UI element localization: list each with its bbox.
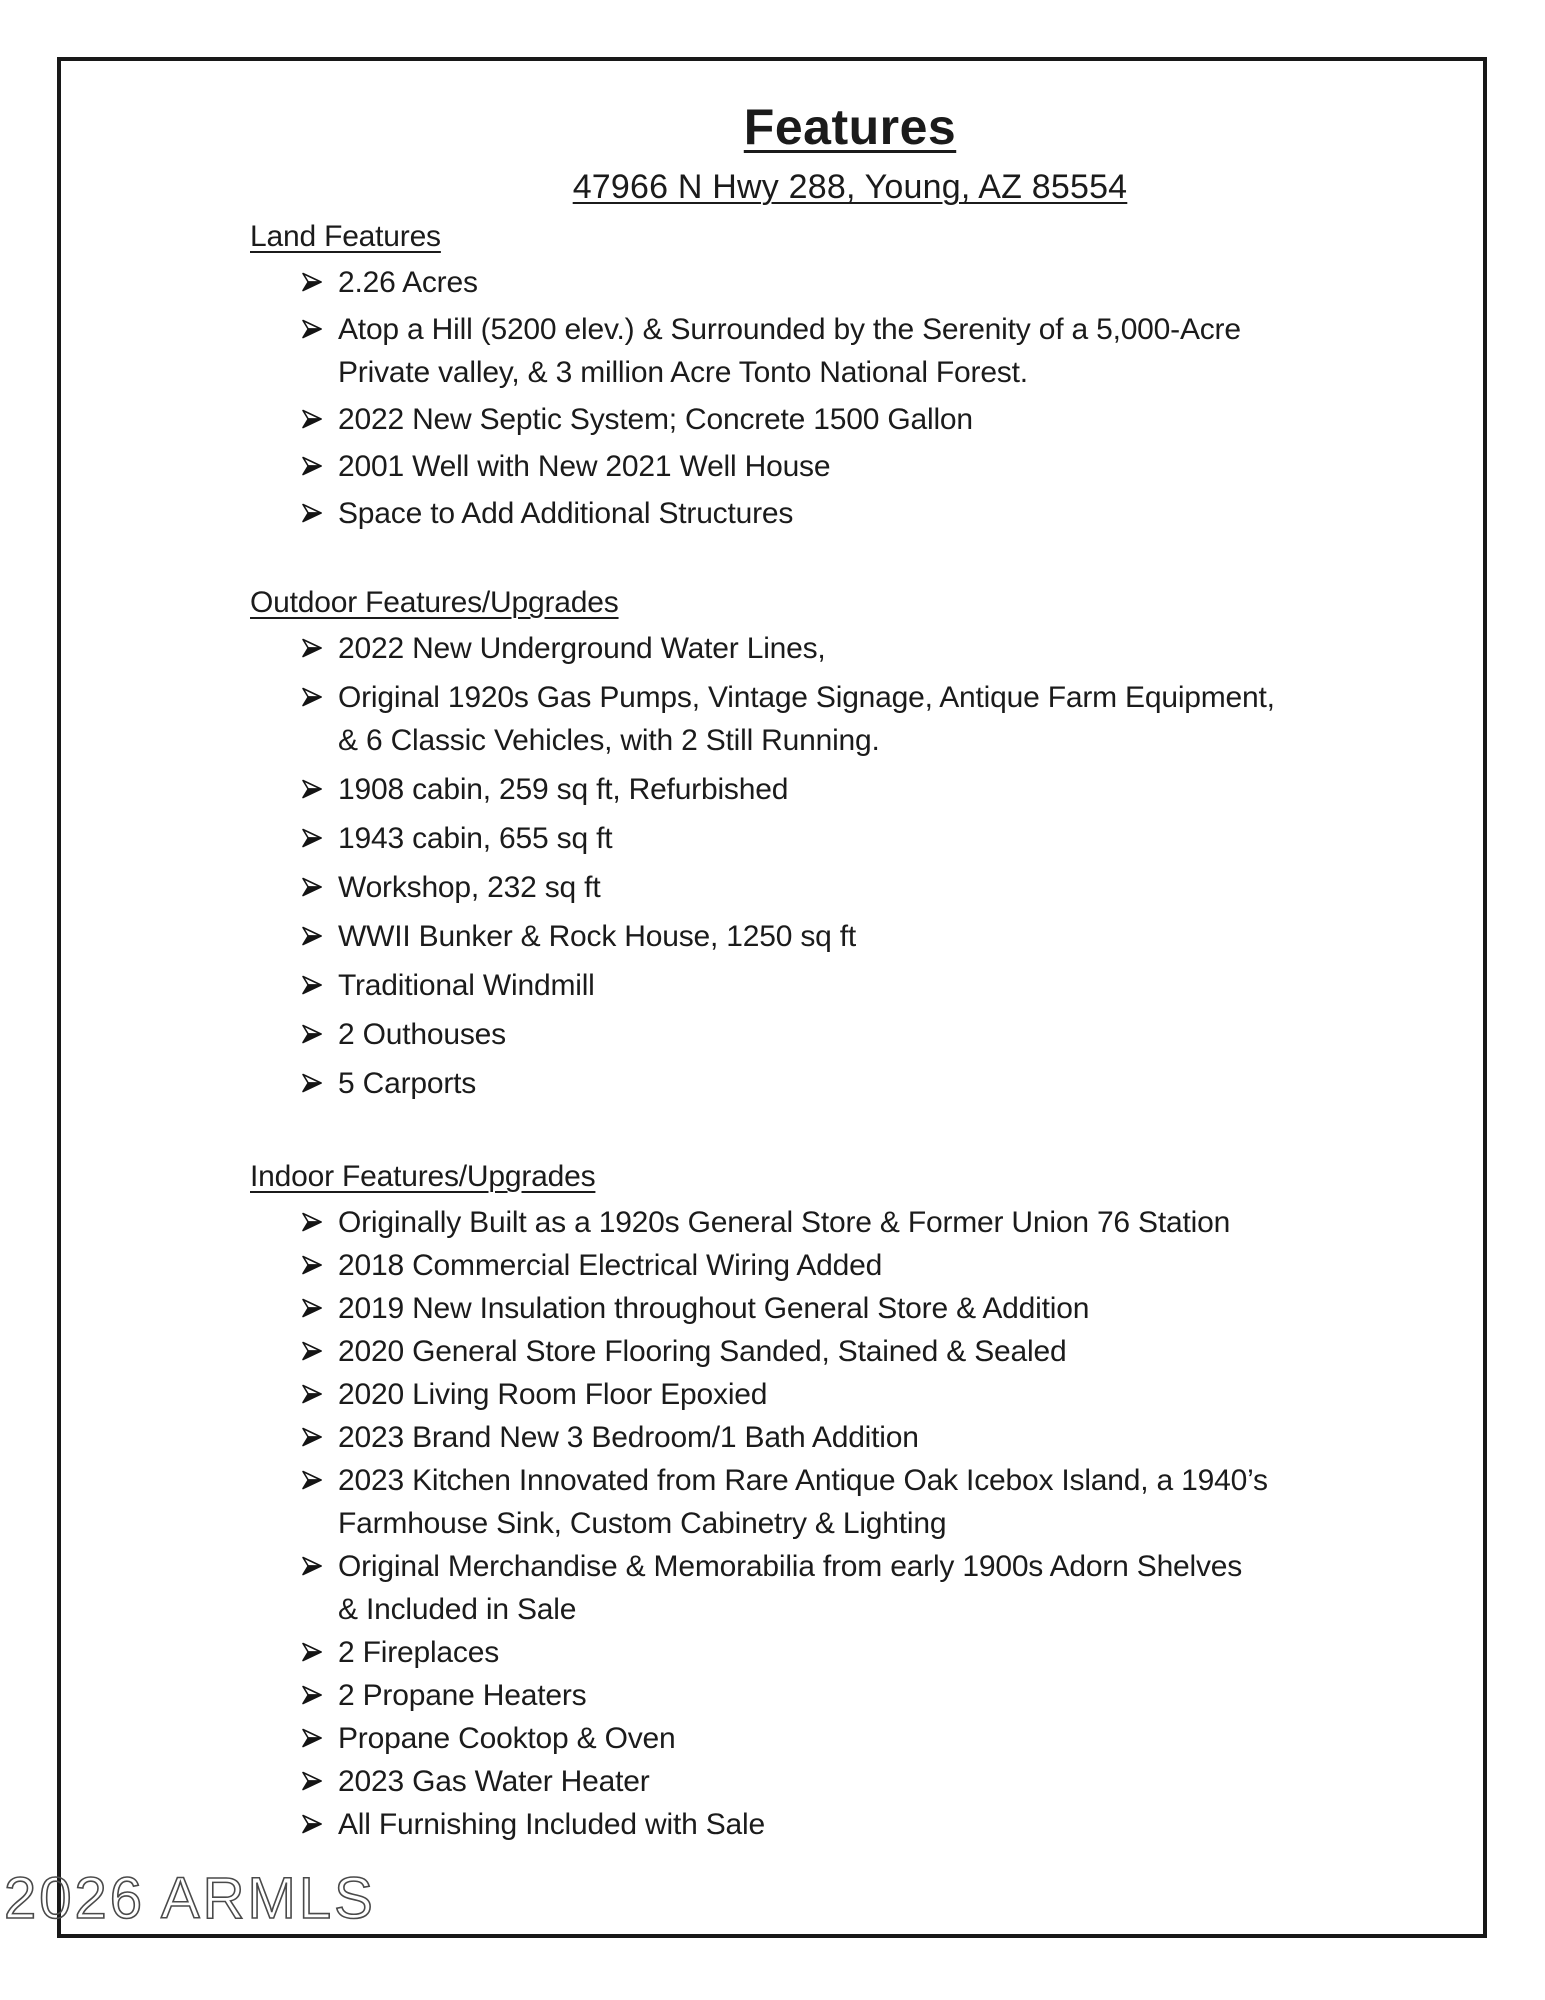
feature-text [338, 1244, 1450, 1287]
arrowhead-right-icon [300, 270, 324, 294]
feature-text [338, 676, 1450, 762]
feature-text [338, 1674, 1450, 1717]
feature-item [250, 308, 1450, 394]
feature-section [250, 1159, 1450, 1846]
arrowhead-right-icon [300, 826, 324, 850]
arrowhead-right-icon [300, 636, 324, 660]
feature-item [250, 866, 1450, 909]
feature-text [338, 1330, 1450, 1373]
armls-watermark: 2026 ARMLS [4, 1866, 376, 1931]
feature-line: 2022 New Septic System; Concrete 1500 Gallon [338, 403, 973, 436]
arrowhead-right-icon [300, 1339, 324, 1363]
feature-sections [250, 219, 1450, 1846]
feature-text [338, 1459, 1450, 1545]
feature-line: 2023 Kitchen Innovated from Rare Antique Oak Icebox Island, a 1940’s [338, 1464, 1268, 1497]
feature-text [338, 768, 1450, 811]
feature-item [250, 1373, 1450, 1416]
feature-line: 2020 Living Room Floor Epoxied [338, 1378, 768, 1411]
feature-text [338, 1803, 1450, 1846]
feature-line: Atop a Hill (5200 elev.) & Surrounded by the Serenity of a 5,000-Acre [338, 313, 1241, 346]
arrowhead-right-icon [300, 454, 324, 478]
feature-line: WWII Bunker & Rock House, 1250 sq ft [338, 920, 857, 953]
arrowhead-right-icon [300, 1640, 324, 1664]
arrowhead-right-icon [300, 924, 324, 948]
feature-list [250, 1201, 1450, 1846]
arrowhead-right-icon [300, 1726, 324, 1750]
feature-item [250, 1459, 1450, 1545]
feature-line: 2.26 Acres [338, 266, 478, 299]
feature-text [338, 1201, 1450, 1244]
feature-text [338, 261, 1450, 304]
feature-line: Propane Cooktop & Oven [338, 1722, 676, 1755]
feature-item [250, 1201, 1450, 1244]
feature-item [250, 261, 1450, 304]
feature-text [338, 817, 1450, 860]
feature-line: Workshop, 232 sq ft [338, 871, 601, 904]
feature-line: 2022 New Underground Water Lines, [338, 632, 826, 665]
arrowhead-right-icon [300, 685, 324, 709]
feature-item [250, 817, 1450, 860]
feature-section [250, 585, 1450, 1105]
feature-line: Private valley, & 3 million Acre Tonto National Forest. [338, 356, 1028, 389]
feature-item [250, 1803, 1450, 1846]
feature-line: All Furnishing Included with Sale [338, 1808, 765, 1841]
feature-line: 2 Fireplaces [338, 1636, 500, 1669]
arrowhead-right-icon [300, 1683, 324, 1707]
page-title: Features [743, 99, 957, 155]
arrowhead-right-icon [300, 407, 324, 431]
arrowhead-right-icon [300, 1210, 324, 1234]
feature-text [338, 1545, 1450, 1631]
arrowhead-right-icon [300, 317, 324, 341]
arrowhead-right-icon [300, 1812, 324, 1836]
arrowhead-right-icon [300, 1468, 324, 1492]
feature-text [338, 866, 1450, 909]
feature-line: Original Merchandise & Memorabilia from early 1900s Adorn Shelves [338, 1550, 1243, 1583]
feature-item [250, 1013, 1450, 1056]
arrowhead-right-icon [300, 1071, 324, 1095]
feature-item [250, 398, 1450, 441]
feature-line: 2023 Brand New 3 Bedroom/1 Bath Addition [338, 1421, 919, 1454]
property-address: 47966 N Hwy 288, Young, AZ 85554 [572, 168, 1128, 206]
feature-text [338, 627, 1450, 670]
feature-line: 2019 New Insulation throughout General Store & Addition [338, 1292, 1090, 1325]
feature-text [338, 492, 1450, 535]
feature-item [250, 915, 1450, 958]
arrowhead-right-icon [300, 1769, 324, 1793]
feature-item [250, 1330, 1450, 1373]
feature-text [338, 964, 1450, 1007]
feature-line: 2020 General Store Flooring Sanded, Stained & Sealed [338, 1335, 1067, 1368]
arrowhead-right-icon [300, 973, 324, 997]
feature-item [250, 1545, 1450, 1631]
feature-text [338, 1717, 1450, 1760]
section-heading: Land Features [250, 220, 441, 253]
feature-line: 2023 Gas Water Heater [338, 1765, 650, 1798]
feature-item [250, 445, 1450, 488]
feature-text [338, 308, 1450, 394]
feature-list [250, 261, 1450, 535]
feature-line: & 6 Classic Vehicles, with 2 Still Running. [338, 724, 880, 757]
feature-line: Traditional Windmill [338, 969, 595, 1002]
feature-text [338, 1013, 1450, 1056]
feature-text [338, 445, 1450, 488]
feature-line: 1908 cabin, 259 sq ft, Refurbished [338, 773, 789, 806]
document-content [60, 60, 1483, 1846]
feature-text [338, 915, 1450, 958]
feature-item [250, 1717, 1450, 1760]
feature-line: 2 Outhouses [338, 1018, 506, 1051]
arrowhead-right-icon [300, 1554, 324, 1578]
feature-text [338, 1287, 1450, 1330]
feature-line: 2 Propane Heaters [338, 1679, 587, 1712]
feature-item [250, 676, 1450, 762]
feature-text [338, 1416, 1450, 1459]
feature-text [338, 398, 1450, 441]
feature-item [250, 1760, 1450, 1803]
feature-item [250, 964, 1450, 1007]
arrowhead-right-icon [300, 875, 324, 899]
feature-section [250, 219, 1450, 535]
feature-item [250, 1062, 1450, 1105]
feature-item [250, 1674, 1450, 1717]
arrowhead-right-icon [300, 1425, 324, 1449]
feature-line: 2018 Commercial Electrical Wiring Added [338, 1249, 883, 1282]
feature-line: Originally Built as a 1920s General Store & Former Union 76 Station [338, 1206, 1231, 1239]
feature-list [250, 627, 1450, 1105]
arrowhead-right-icon [300, 1296, 324, 1320]
feature-line: 2001 Well with New 2021 Well House [338, 450, 831, 483]
feature-line: & Included in Sale [338, 1593, 577, 1626]
arrowhead-right-icon [300, 777, 324, 801]
feature-text [338, 1062, 1450, 1105]
arrowhead-right-icon [300, 1253, 324, 1277]
feature-item [250, 1244, 1450, 1287]
section-heading: Outdoor Features/Upgrades [250, 586, 619, 619]
feature-line: 5 Carports [338, 1067, 477, 1100]
feature-text [338, 1373, 1450, 1416]
feature-item [250, 1287, 1450, 1330]
feature-item [250, 1416, 1450, 1459]
feature-line: 1943 cabin, 655 sq ft [338, 822, 613, 855]
feature-line: Original 1920s Gas Pumps, Vintage Signage, Antique Farm Equipment, [338, 681, 1275, 714]
feature-item [250, 492, 1450, 535]
feature-line: Space to Add Additional Structures [338, 497, 794, 530]
feature-line: Farmhouse Sink, Custom Cabinetry & Lighting [338, 1507, 947, 1540]
section-heading: Indoor Features/Upgrades [250, 1160, 596, 1193]
arrowhead-right-icon [300, 1382, 324, 1406]
feature-item [250, 1631, 1450, 1674]
feature-text [338, 1760, 1450, 1803]
feature-text [338, 1631, 1450, 1674]
arrowhead-right-icon [300, 501, 324, 525]
arrowhead-right-icon [300, 1022, 324, 1046]
feature-item [250, 768, 1450, 811]
feature-item [250, 627, 1450, 670]
